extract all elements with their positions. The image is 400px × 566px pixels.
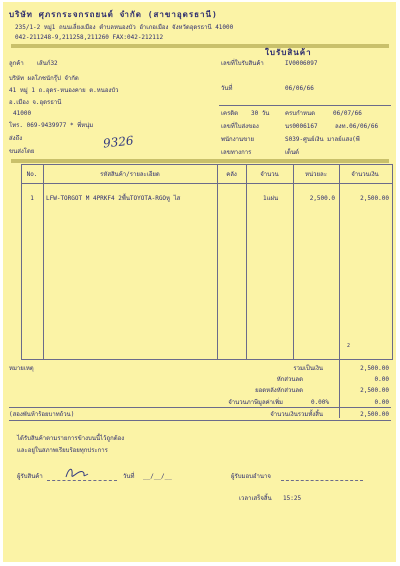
vendor-code: เส้นก์32 xyxy=(37,60,58,67)
vat-label: จำนวนภาษีมูลค่าเพิ่ม xyxy=(228,399,283,406)
vendor-tel: โทร. 069-9439977 * พี่หนุ่ม xyxy=(9,122,94,129)
col-header-quantity: จำนวน xyxy=(260,171,279,178)
vendor-code-label: ลูกค้า xyxy=(9,60,24,67)
ship-by-label: ขนส่งโดย xyxy=(9,148,35,155)
docno-label: เลขที่ใบรับสินค้า xyxy=(221,60,264,67)
row-no: 1 xyxy=(30,195,34,202)
amount-in-words: (สองพันห้าร้อยบาทถ้วน) xyxy=(9,411,75,418)
col-header-warehouse: คลัง xyxy=(226,171,237,178)
sales-label: พนักงานขาย xyxy=(221,136,255,143)
after-discount-value: 2,500.00 xyxy=(360,387,389,394)
discount-label: หักส่วนลด xyxy=(276,376,303,383)
after-discount-label: ยอดหลังหักส่วนลด xyxy=(255,387,303,394)
doc-title: ใบรับสินค้า xyxy=(265,48,312,57)
header-stripe xyxy=(11,44,389,48)
grand-total-rule xyxy=(9,407,391,408)
docno-value: IV0006097 xyxy=(285,60,318,67)
vendor-name: บริษัท ผลโภชนักรุ๊ป จำกัด xyxy=(9,75,79,82)
sales-value: S039-ศูนย์เงิน มาลย์แสง(พี xyxy=(285,136,360,143)
approver-sign-line xyxy=(281,480,363,481)
signature-scribble xyxy=(63,465,91,481)
receiver-label: ผู้รับสินค้า xyxy=(17,473,43,480)
company-address: 235/1-2 หมู่1 ถนนเลี่ยงเมือง ตำบลหนองบัว อำเภอเมือง จังหวัดอุดรธานี 41000 xyxy=(15,24,234,31)
col-header-no: No. xyxy=(26,171,38,178)
vat-rate: 0.00% xyxy=(310,399,329,406)
col-divider-2 xyxy=(217,164,218,360)
due-label: ครบกำหนด xyxy=(285,110,315,117)
col-divider-4 xyxy=(293,164,294,360)
docinfo-divider xyxy=(219,105,391,106)
table-header-rule xyxy=(21,183,392,184)
credit-label: เครดิต xyxy=(221,110,239,117)
sign-date-blank: __/__/__ xyxy=(143,473,172,480)
vat-value: 0.00 xyxy=(374,399,389,406)
col-header-amount: จำนวนเงิน xyxy=(351,171,379,178)
company-phone: 042-211248-9,211258,211260 FAX:042-212112 xyxy=(15,34,164,41)
row-unit-price: 2,500.0 xyxy=(309,195,335,202)
ack-line-1: ได้รับสินค้าตามรายการข้างบนนี้ไว้ถูกต้อง xyxy=(17,435,125,442)
grand-total-label: จำนวนเงินรวมทั้งสิ้น xyxy=(270,411,323,418)
col-header-description: รหัสสินค้า/รายละเอียด xyxy=(100,171,160,178)
discount-value: 0.00 xyxy=(374,376,389,383)
ref-label: เลขทางการ xyxy=(221,149,252,156)
ack-line-2: และอยู่ในสภาพเรียบร้อยทุกประการ xyxy=(17,447,108,454)
col-divider-1 xyxy=(43,164,44,360)
date-label: วันที่ xyxy=(221,85,233,92)
row-description: LFW-TORGOT M 4PRKF4 2พื้นTOYOTA-RGOหู ไส xyxy=(46,195,181,202)
document-sheet xyxy=(3,2,396,562)
invoice-date: ลงท.06/06/66 xyxy=(335,123,379,130)
totals-bottom-rule xyxy=(9,420,391,421)
table-top-stripe xyxy=(11,159,389,163)
subtotal-value: 2,500.00 xyxy=(360,365,389,372)
finish-time: 15:25 xyxy=(283,495,302,502)
col-header-unit-price: หน่วยละ xyxy=(305,171,327,178)
remarks-label: หมายเหตุ xyxy=(9,365,34,372)
vendor-address-2: อ.เมือง จ.อุดรธานี xyxy=(9,99,62,106)
col-divider-3 xyxy=(246,164,247,360)
col-divider-5 xyxy=(339,164,340,360)
approver-label: ผู้รับมอบอำนาจ xyxy=(231,473,271,480)
credit-days: 30 วัน xyxy=(251,110,270,117)
date-value: 06/06/66 xyxy=(285,85,314,92)
row-quantity: 1แผ่น xyxy=(263,195,279,202)
items-table xyxy=(21,164,393,360)
grand-total-value: 2,500.00 xyxy=(360,411,389,418)
invoice-no: นร0006167 xyxy=(285,123,318,130)
handwritten-note: 9326 xyxy=(102,133,135,151)
row-amount: 2,500.00 xyxy=(360,195,389,202)
ref-value: เด็นต์ xyxy=(285,149,299,156)
finish-time-label: เวลาเสร็จสิ้น xyxy=(239,495,272,502)
vendor-address-1: 41 หมู่ 1 ถ.อุดร-หนองคาย ต.หนองบัว xyxy=(9,87,119,94)
invoice-label: เลขที่ใบส่งของ xyxy=(221,123,259,130)
table-footnote: 2 xyxy=(347,343,351,349)
company-name: บริษัท ศุภรกระจกรถยนต์ จำกัด (สาขาอุดรธานี) xyxy=(9,10,218,19)
vendor-zip: 41000 xyxy=(13,110,32,117)
subtotal-label: รวมเป็นเงิน xyxy=(293,365,323,372)
sign-date-label: วันที่ xyxy=(123,473,135,480)
due-date: 06/07/66 xyxy=(333,110,362,117)
deliver-to-label: ส่งถึง xyxy=(9,135,23,142)
